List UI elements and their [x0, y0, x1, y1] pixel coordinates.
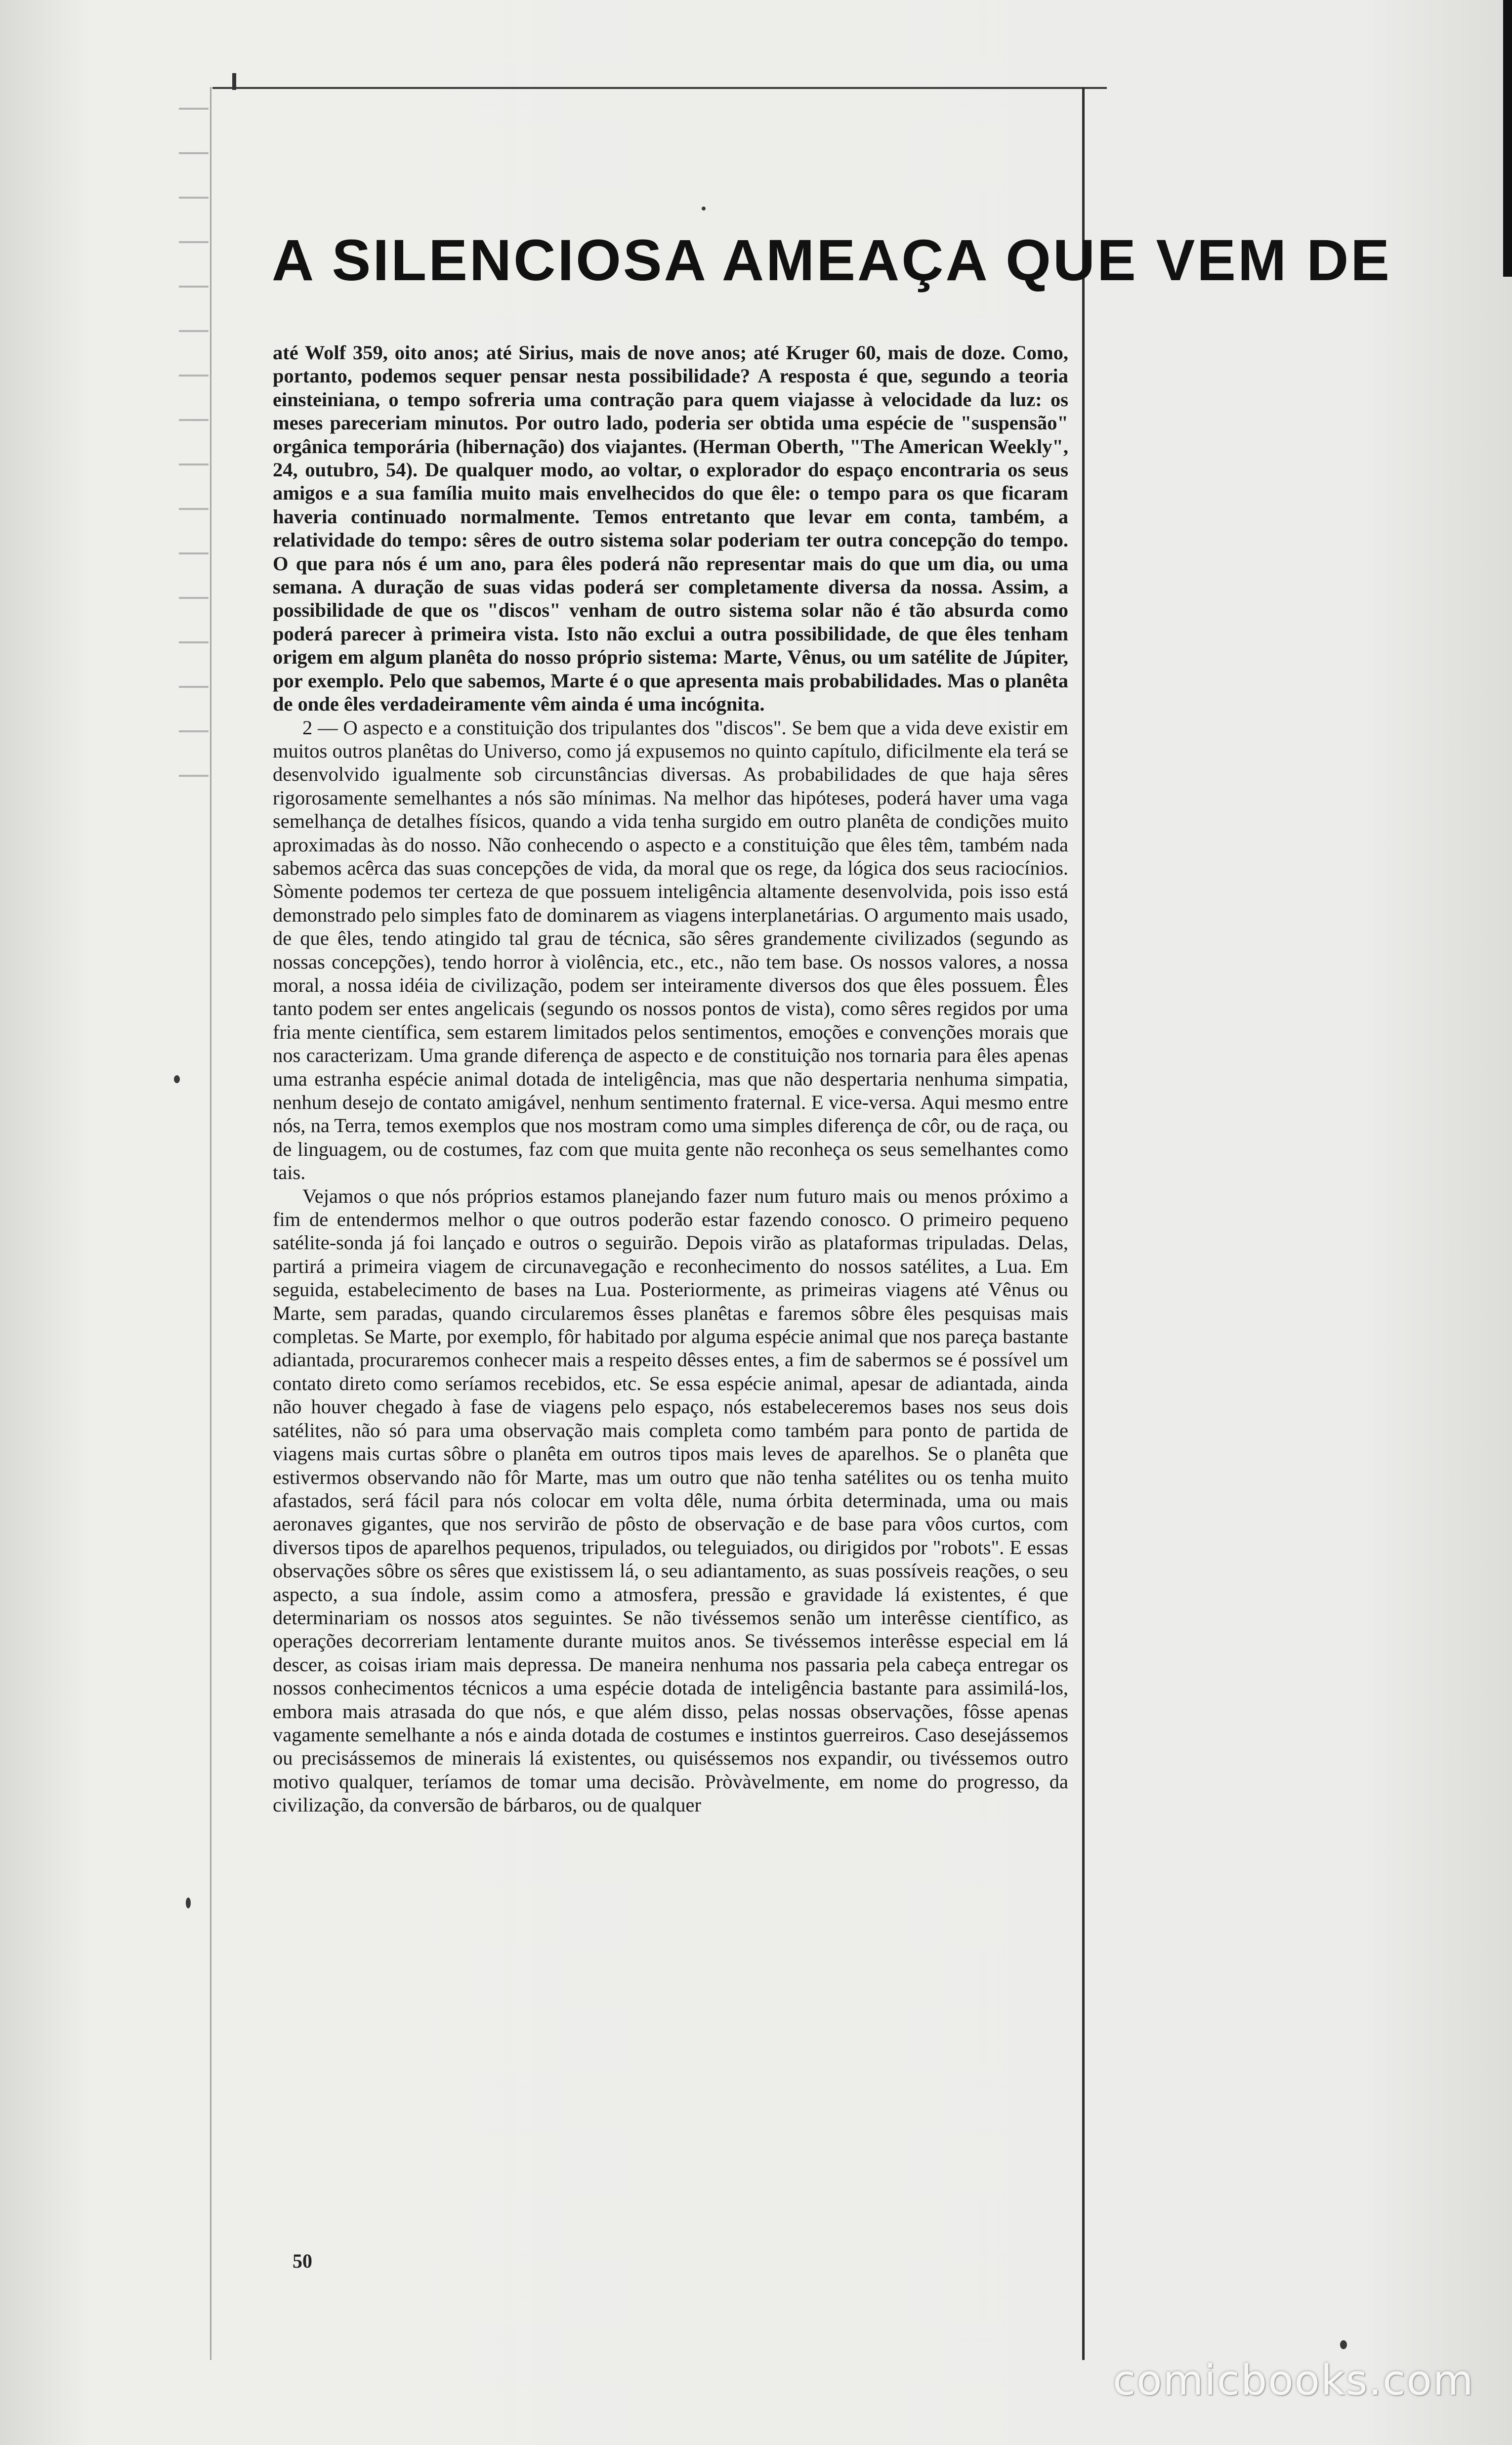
speck-mark: [186, 1897, 191, 1908]
bleed-through-marks: [179, 89, 209, 781]
article-paragraph: 2 — O aspecto e a constituição dos tripulantes dos "discos". Se bem que a vida deve existir em muitos outros planêtas do Universo, como já expusemos no quinto capítulo, dificilmente ela terá se desenvolvido igualmente sob circunstâncias diversas. As probabilidades de que haja sêres rigorosamente semelhantes a nós são mínimas. Na melhor das hipóteses, poderá haver uma vaga semelhança de detalhes físicos, quando a vida tenha surgido em outro planêta de condições muito aproximadas às do nosso. Não conhecendo o aspecto e a constituição que êles têm, também nada sabemos acêrca das suas concepções de vida, da moral que os rege, da lógica dos seus raciocínios. Sòmente podemos ter certeza de que possuem inteligência altamente desenvolvida, pois isso está demonstrado pelo simples fato de dominarem as viagens interplanetárias. O argumento mais usado, de que êles, tendo atingido tal grau de técnica, são sêres grandemente civilizados (segundo as nossas concepções), tendo horror à violência, etc., etc., não tem base. Os nossos valores, a nossa moral, a nossa idéia de civilização, podem ser inteiramente diversos dos que êles possuem. Êles tanto podem ser entes angelicais (segundo os nossos pontos de vista), como sêres regidos por uma fria mente científica, sem estarem limitados pelos sentimentos, emoções e convenções morais que nos caracterizam. Uma grande diferença de aspecto e de constituição nos tornaria para êles apenas uma estranha espécie animal dotada de inteligência, mas que não despertaria nenhuma simpatia, nenhum desejo de contato amigável, nenhum sentimento fraternal. E vice-versa. Aqui mesmo entre nós, na Terra, temos exemplos que nos mostram como uma simples diferença de côr, ou de raça, ou de linguagem, ou de costumes, faz com que muita gente não reconheça os seus semelhantes como tais.: [273, 716, 1068, 1184]
article-paragraph: até Wolf 359, oito anos; até Sirius, mais de nove anos; até Kruger 60, mais de doze. Como, portanto, podemos sequer pensar nesta possibilidade? A resposta é que, segundo a teoria einsteiniana, o tempo sofreria uma contração para quem viajasse à velocidade da luz: os meses pareceriam minutos. Por outro lado, poderia ser obtida uma espécie de "suspensão" orgânica temporária (hibernação) dos viajantes. (Herman Oberth, "The American Weekly", 24, outubro, 54). De qualquer modo, ao voltar, o explorador do espaço encontraria os seus amigos e a sua família muito mais envelhecidos do que êle: o tempo para os que ficaram haveria continuado normalmente. Temos entretanto que levar em conta, também, a relatividade do tempo: sêres de outro sistema solar poderiam ter outra concepção do tempo. O que para nós é um ano, para êles poderá não representar mais do que um dia, ou uma semana. A duração de suas vidas poderá ser completamente diversa da nossa. Assim, a possibilidade de que os "discos" venham de outro sistema solar não é tão absurda como poderá parecer à primeira vista. Isto não exclui a outra possibilidade, de que êles tenham origem em algum planêta do nosso próprio sistema: Marte, Vênus, ou um satélite de Júpiter, por exemplo. Pelo que sabemos, Marte é o que apresenta mais probabilidades. Mas o planêta de onde êles verdadeiramente vêm ainda é uma incógnita.: [273, 341, 1068, 716]
article-paragraph: Vejamos o que nós próprios estamos planejando fazer num futuro mais ou menos próximo a fim de entendermos melhor o que outros poderão estar fazendo conosco. O primeiro pequeno satélite-sonda já foi lançado e outros o seguirão. Depois virão as plataformas tripuladas. Delas, partirá a primeira viagem de circunavegação e reconhecimento do nossos satélites, a Lua. Em seguida, estabelecimento de bases na Lua. Posteriormente, as primeiras viagens até Vênus ou Marte, sem paradas, quando circularemos êsses planêtas e faremos sôbre êles pesquisas mais completas. Se Marte, por exemplo, fôr habitado por alguma espécie animal que nos pareça bastante adiantada, procuraremos conhecer mais a respeito dêsses entes, a fim de sabermos se é possível um contato direto como seríamos recebidos, etc. Se essa espécie animal, apesar de adiantada, ainda não houver chegado à fase de viagens pelo espaço, nós estabeleceremos bases nos seus dois satélites, não só para uma observação mais completa como também para ponto de partida de viagens mais curtas sôbre o planêta em outros tipos mais leves de aparelhos. Se o planêta que estivermos observando não fôr Marte, mas um outro que não tenha satélites ou os tenha muito afastados, será fácil para nós colocar em volta dêle, numa órbita determinada, uma ou mais aeronaves gigantes, que nos servirão de pôsto de observação e de base para vôos curtos, com diversos tipos de aparelhos pequenos, tripulados, ou teleguiados, ou dirigidos por "robots". E essas observações sôbre os sêres que existissem lá, o seu adiantamento, as suas possíveis reações, o seu aspecto, a sua índole, assim como a atmosfera, pressão e gravidade lá existentes, é que determinariam os nossos atos seguintes. Se não tivéssemos senão um interêsse científico, as operações decorreriam lentamente durante muitos anos. Se tivéssemos interêsse especial em lá descer, as coisas iriam mais depressa. De maneira nenhuma nos passaria pela cabeça entregar os nossos conhecimentos técnicos a uma espécie dotada de inteligência bastante para assimilá-los, embora mais atrasada do que nós, e que além disso, pelas nossas observações, fôsse apenas vagamente semelhante a nós e ainda dotada de costumes e instintos guerreiros. Caso desejássemos ou precisássemos de minerais lá existentes, ou quiséssemos nos expandir, ou tivéssemos outro motivo qualquer, teríamos de tomar uma decisão. Pròvàvelmente, em nome do progresso, da civilização, da conversão de bárbaros, ou de qualquer: [273, 1184, 1068, 1816]
speck-mark: [174, 1075, 180, 1083]
clipping-left-edge: [210, 87, 211, 2360]
article-headline: A SILENCIOSA AMEAÇA QUE VEM DE: [272, 228, 1392, 293]
article-body: [273, 341, 1068, 1817]
watermark: comicbooks.com: [1113, 2356, 1474, 2404]
scan-edge-shadow: [1503, 0, 1512, 277]
clipping-right-edge: [1082, 87, 1085, 2360]
corner-mark: [232, 73, 236, 90]
speck-mark: [1340, 2340, 1347, 2349]
speck-mark: [702, 207, 706, 211]
page-number: 50: [293, 2250, 312, 2272]
